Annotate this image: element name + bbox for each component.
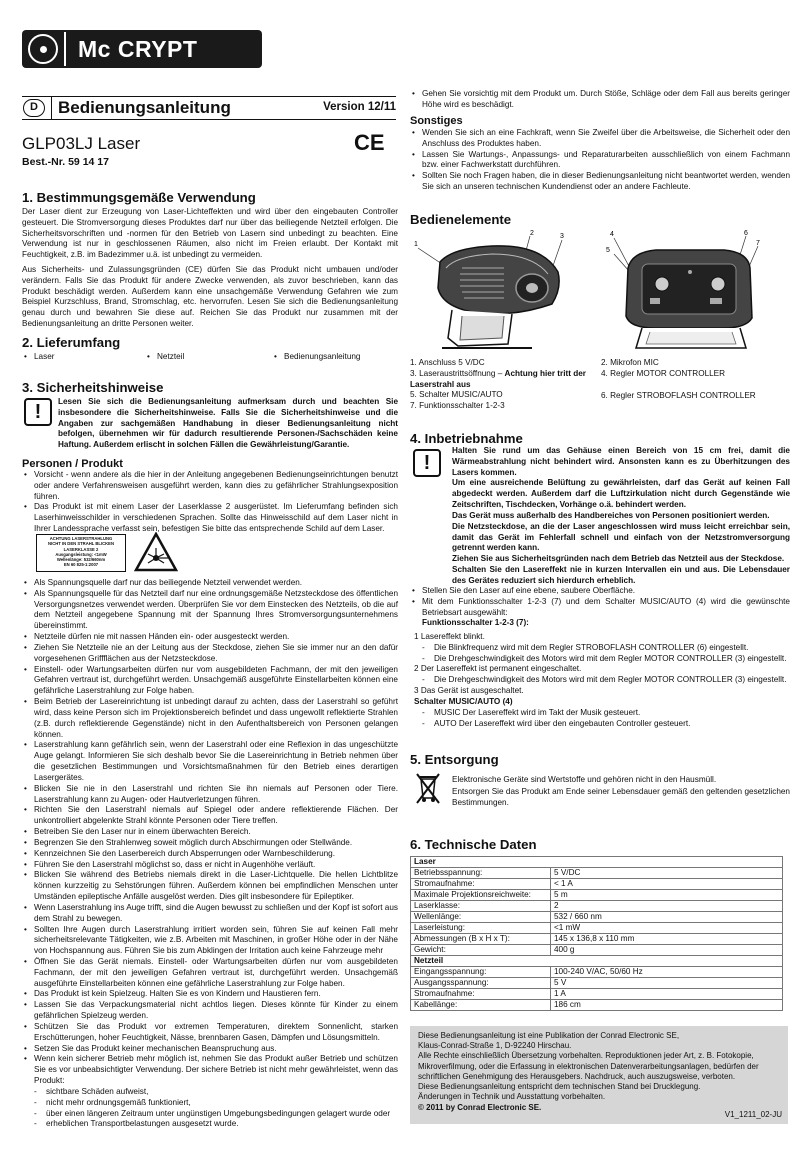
warning-icon: ! bbox=[413, 449, 441, 477]
control-item-4: 4. Regler MOTOR CONTROLLER bbox=[601, 368, 726, 378]
control-item-6: 6. Regler STROBOFLASH CONTROLLER bbox=[601, 390, 756, 400]
table-cell: Ausgangsspannung: bbox=[411, 978, 551, 989]
list-item: • Richten Sie den Laserstrahl niemals auf Spiegel oder andere reflektierende Flächen. Der unkontrolliert abgelenkte Strahl könnte Personen oder Tiere treffen. bbox=[22, 805, 398, 827]
callout-5: 5 bbox=[606, 247, 610, 254]
warning-icon: ! bbox=[24, 398, 52, 426]
warning-line: Ziehen Sie aus Sicherheitsgründen nach dem Betrieb das Netzteil aus der Steckdose. bbox=[452, 554, 785, 564]
list-item: • Lassen Sie Wartungs-, Anpassungs- und Reparaturarbeiten ausschließlich von einem Fachmann bzw. einer Fachwerkstatt durchführen. bbox=[410, 150, 790, 172]
list-item: • Schützen Sie das Produkt vor extremen Temperaturen, direktem Sonnenlicht, starken Erschütterungen, hoher Feuchtigkeit, Nässe, brennbaren Gasen, Dämpfen und Lösungsmitteln. bbox=[22, 1022, 398, 1044]
callout-7: 7 bbox=[756, 240, 760, 247]
list-item: • Als Spannungsquelle für das Netzteil darf nur eine ordnungsgemäße Netzsteckdose des öffentlichen Versorgungsnetzes verwendet werden. Überprüfen Sie vor dem Einstecken des Netzteils, ob die auf dem Netzteil angegebene Spannung mit der Spannung Ihres Stromversorgungsunternehmens übereinstimmt. bbox=[22, 589, 398, 632]
table-row bbox=[411, 901, 783, 912]
mode-3: 3 Das Gerät ist ausgeschaltet. bbox=[414, 686, 524, 696]
auto-mode: - AUTO Der Lasereffekt wird über den eingebauten Controller gesteuert. bbox=[410, 719, 790, 730]
device-back-illustration bbox=[606, 228, 782, 356]
callout-2: 2 bbox=[530, 230, 534, 237]
list-item: • Gehen Sie vorsichtig mit dem Produkt um. Durch Stöße, Schläge oder dem Fall aus bereits geringer Höhe wird es beschädigt. bbox=[410, 89, 790, 111]
label-line: Ausgangsleistung: <1mW bbox=[55, 551, 107, 557]
product-name: GLP03LJ Laser bbox=[22, 134, 141, 153]
table-row bbox=[411, 967, 783, 978]
list-item: • Sollten Ihre Augen durch Laserstrahlung irritiert worden sein, führen Sie auf keinen Fall mehr sicherheitsrelevante Tätigkeiten, wie z.B. Arbeiten mit Maschinen, in großer Höhe oder in der Nähe von Hochspannung aus. Führen Sie bis zum Abklingen der Irritation auch keine Fahrzeuge mehr bbox=[22, 925, 398, 957]
list-item: • Vorsicht - wenn andere als die hier in der Anleitung angegebenen Bedienungseinrichtungen benutzt oder andere Verfahrensweisen ausgeführt werden, kann dies zu gefährlicher Strahlungsexposition führen. bbox=[22, 470, 398, 502]
list-item: - erheblichen Transportbelastungen ausgesetzt wurde. bbox=[22, 1119, 398, 1130]
list-item: • Laser bbox=[22, 352, 152, 363]
function-switch-heading: Funktionsschalter 1-2-3 (7): bbox=[422, 618, 529, 628]
table-row bbox=[411, 923, 783, 934]
table-cell: Wellenlänge: bbox=[411, 912, 551, 923]
table-row bbox=[411, 912, 783, 923]
list-item: • Sollten Sie noch Fragen haben, die in dieser Bedienungsanleitung nicht beantwortet werden, wenden Sie sich an unseren technischen Kundendienst oder an andere Fachleute. bbox=[410, 171, 790, 193]
section-5-heading: 5. Entsorgung bbox=[410, 752, 499, 767]
list-item: • Netzteile dürfen nie mit nassen Händen ein- oder ausgesteckt werden. bbox=[22, 632, 398, 643]
label-line: NICHT IN DEN STRAHL BLICKEN bbox=[48, 541, 114, 547]
device-front-illustration bbox=[412, 228, 580, 356]
brand-name: Mc CRYPT bbox=[78, 35, 198, 62]
list-item: • Das Produkt ist mit einem Laser der Laserklasse 2 ausgerüstet. Im Lieferumfang befinden sich Laserhinweisschilder in verschiedenen Sprachen. Sollte das Hinweisschild auf dem Laser nicht in Ihrer Landessprache verfasst sein, befestigen Sie bitte das entsprechende Schild auf dem Laser. bbox=[22, 502, 398, 534]
table-row bbox=[411, 857, 783, 868]
table-cell: Kabellänge: bbox=[411, 1000, 551, 1011]
list-item: • Wenn Laserstrahlung ins Auge trifft, sind die Augen bewusst zu schließen und der Kopf ist sofort aus dem Strahl zu bewegen. bbox=[22, 903, 398, 925]
list-item: • Ziehen Sie Netzteile nie an der Leitung aus der Steckdose, ziehen Sie sie immer nur an den dafür vorgesehenen Griffflächen aus der Netzsteckdose. bbox=[22, 643, 398, 665]
label-line: ACHTUNG LASERSTRAHLUNG bbox=[49, 536, 113, 541]
list-item: • Stellen Sie den Laser auf eine ebene, saubere Oberfläche. bbox=[410, 586, 790, 597]
table-cell: 1 A bbox=[551, 989, 783, 1000]
list-item: • Wenden Sie sich an eine Fachkraft, wenn Sie Zweifel über die Arbeitsweise, die Sicherheit oder den Anschluss des Produktes haben. bbox=[410, 128, 790, 150]
list-item: • Lassen Sie das Verpackungsmaterial nicht achtlos liegen. Dieses könnte für Kinder zu einem gefährlichen Spielzeug werden. bbox=[22, 1000, 398, 1022]
footer-line: Diese Bedienungsanleitung ist eine Publikation der Conrad Electronic SE, bbox=[418, 1031, 680, 1040]
weee-bin-icon bbox=[414, 770, 442, 806]
section-2-heading: 2. Lieferumfang bbox=[22, 335, 121, 350]
ce-mark-icon: CE bbox=[354, 130, 385, 155]
list-item: - sichtbare Schäden aufweist, bbox=[22, 1087, 398, 1098]
table-cell: 400 g bbox=[551, 945, 783, 956]
section-4-heading: 4. Inbetriebnahme bbox=[410, 431, 523, 446]
publisher-footer bbox=[410, 1026, 788, 1124]
control-item-3-note: Achtung hier tritt der Laserstrahl aus bbox=[410, 368, 586, 389]
list-item: • Netzteil bbox=[145, 352, 275, 363]
control-item-5: 5. Schalter MUSIC/AUTO bbox=[410, 390, 503, 400]
table-cell: Laserleistung: bbox=[411, 923, 551, 934]
list-item: • Öffnen Sie das Gerät niemals. Einstell- oder Wartungsarbeiten dürfen nur vom ausgebildeten Fachmann, der mit den jeweiligen Gefahren vertraut ist, durchgeführt werden. Unsachgemäß ausgeführte Einstellarbeiten können eine gefährliche Laserstrahlung zur Folge haben. bbox=[22, 957, 398, 989]
copyright: © 2011 by Conrad Electronic SE. bbox=[418, 1102, 542, 1112]
table-row bbox=[411, 890, 783, 901]
footer-line: Alle Rechte einschließlich Übersetzung vorbehalten. Reproduktionen jeder Art, z. B. Fotokopie, Mikroverfilmung, oder die Erfassung in elektronischen Datenverarbeitungsanlagen, bedürfen der schriftlichen Genehmigung des Herausgebers. Nachdruck, auch auszugsweise, verboten. bbox=[418, 1051, 759, 1081]
list-item: • Begrenzen Sie den Strahlenweg soweit möglich durch Abschirmungen oder Stellwände. bbox=[22, 838, 398, 849]
title-bar bbox=[22, 96, 396, 120]
table-cell: Stromaufnahme: bbox=[411, 879, 551, 890]
table-row bbox=[411, 945, 783, 956]
warning-line: Um eine ausreichende Belüftung zu gewährleisten, darf das Gerät auf keinen Fall abgedeckt werden. Außerdem darf die Luftzirkulation nicht durch Gegenstände wie Zeitschriften, Tischdecken, Vorhänge o.ä. behindert werden. bbox=[452, 478, 790, 510]
table-cell: 5 V bbox=[551, 978, 783, 989]
control-item-2: 2. Mikrofon MIC bbox=[601, 358, 659, 367]
list-item: • Setzen Sie das Produkt keiner mechanischen Beanspruchung aus. bbox=[22, 1044, 398, 1055]
list-item: • Betreiben Sie den Laser nur in einem überwachten Bereich. bbox=[22, 827, 398, 838]
laser-hazard-icon bbox=[134, 532, 178, 572]
document-title: Bedienungsanleitung bbox=[58, 97, 231, 117]
table-cell: 2 bbox=[551, 901, 783, 912]
callout-1: 1 bbox=[414, 241, 418, 248]
list-item: • Einstell- oder Wartungsarbeiten dürfen nur vom ausgebildeten Fachmann, der mit den jeweiligen Gefahren vertraut ist, durchgeführt werden. Unsachgemäß ausgeführte Einstellarbeiten können eine gefährliche Laserstrahlung zur Folge haben. bbox=[22, 665, 398, 697]
list-item: • Mit dem Funktionsschalter 1-2-3 (7) und dem Schalter MUSIC/AUTO (4) wird die gewünschte Betriebsart ausgewählt: bbox=[410, 597, 790, 619]
mode-1-detail: - Die Drehgeschwindigkeit des Motors wird mit dem Regler MOTOR CONTROLLER (3) eingestellt. bbox=[410, 654, 790, 665]
table-row bbox=[411, 956, 783, 967]
list-item: - über einen längeren Zeitraum unter ungünstigen Umgebungsbedingungen gelagert wurde oder bbox=[22, 1109, 398, 1120]
document-code: V1_1211_02-JU bbox=[724, 1109, 782, 1119]
tech-data-table bbox=[410, 856, 783, 1011]
warning-line: Halten Sie rund um das Gehäuse einen Bereich von 15 cm frei, damit die Wärmeabstrahlung nicht behindert wird. Ansonsten kann es zu Überhitzungen des Lasers kommen. bbox=[452, 446, 790, 477]
footer-line: Diese Bedienungsanleitung entspricht dem technischen Stand bei Drucklegung. bbox=[418, 1082, 701, 1092]
warning-line: Die Netzsteckdose, an die der Laser angeschlossen wird muss leicht erreichbar sein, damit das Gerät im Fehlerfall schnell und einfach von der Netzstromversorgung getrennt werden kann. bbox=[452, 521, 790, 553]
order-number: Best.-Nr. 59 14 17 bbox=[22, 156, 109, 168]
list-item: • Bedienungsanleitung bbox=[272, 352, 402, 363]
table-row bbox=[411, 868, 783, 879]
table-cell: 145 x 136,8 x 110 mm bbox=[551, 934, 783, 945]
callout-6: 6 bbox=[744, 230, 748, 237]
table-cell: 532 / 660 nm bbox=[551, 912, 783, 923]
table-cell: Maximale Projektionsreichweite: bbox=[411, 890, 551, 901]
language-badge: D bbox=[23, 99, 45, 117]
section-5-p2: Entsorgen Sie das Produkt am Ende seiner Lebensdauer gemäß den geltenden gesetzlichen Bestimmungen. bbox=[452, 787, 790, 807]
subsection-heading: Personen / Produkt bbox=[22, 458, 123, 470]
section-5-p1: Elektronische Geräte sind Wertstoffe und gehören nicht in den Hausmüll. bbox=[452, 775, 717, 784]
table-cell: 5 V/DC bbox=[551, 868, 783, 879]
callout-3: 3 bbox=[560, 233, 564, 240]
control-item-3-label: 3. Laseraustrittsöffnung – bbox=[410, 368, 505, 378]
control-item-7: 7. Funktionsschalter 1-2-3 bbox=[410, 401, 505, 411]
list-item: • Führen Sie den Laserstrahl möglichst so, dass er nicht in Augenhöhe verläuft. bbox=[22, 860, 398, 871]
list-item: • Das Produkt ist kein Spielzeug. Halten Sie es von Kindern und Haustieren fern. bbox=[22, 989, 398, 1000]
table-cell: Laserklasse: bbox=[411, 901, 551, 912]
section-1-p1: Der Laser dient zur Erzeugung von Laser-Lichteffekten und wird über den eingebauten Controller gesteuert. Die Stromversorgung dieses Produktes darf nur über das beiliegende Netzteil erfolgen. Die Sicherheitsvorschriften und -normen für den Betrieb von Lasern sind unbedingt zu beachten. Eine Verwendung ist nur in geschlossenen Räumen, also nicht im Freien erlaubt. Der Kontakt mit Feuchtigkeit, z.B. im Badezimmer u.ä. ist unbedingt zu vermeiden. bbox=[22, 207, 398, 260]
table-row bbox=[411, 879, 783, 890]
brand-mark-icon bbox=[28, 34, 58, 64]
list-item: • Laserstrahlung kann gefährlich sein, wenn der Laserstrahl oder eine Reflexion in das ungeschützte Auge gelangt. Informieren Sie sich deshalb bevor Sie die Lasereinrichtung in Betrieb nehmen über die gesetzlichen Bestimmungen und Vorsichtsmaßnahmen für den Betrieb eines derartigen Lasergerätes. bbox=[22, 740, 398, 783]
section-1-heading: 1. Bestimmungsgemäße Verwendung bbox=[22, 190, 256, 205]
section-3-heading: 3. Sicherheitshinweise bbox=[22, 380, 164, 395]
table-cell: Abmessungen (B x H x T): bbox=[411, 934, 551, 945]
music-mode: - MUSIC Der Lasereffekt wird im Takt der Musik gesteuert. bbox=[410, 708, 790, 719]
table-cell: Gewicht: bbox=[411, 945, 551, 956]
table-group: Laser bbox=[411, 857, 783, 868]
bedienelemente-heading: Bedienelemente bbox=[410, 212, 512, 227]
laser-warning-label bbox=[36, 534, 126, 572]
table-row bbox=[411, 978, 783, 989]
table-cell: Eingangsspannung: bbox=[411, 967, 551, 978]
table-group: Netzteil bbox=[411, 956, 783, 967]
list-item: • Als Spannungsquelle darf nur das beiliegende Netzteil verwendet werden. bbox=[22, 578, 398, 589]
section-4-warning bbox=[452, 446, 790, 587]
list-item: • Blicken Sie nie in den Laserstrahl und richten Sie ihn niemals auf Personen oder Tiere. Laserstrahlung kann zu Augen- oder Hautverletzungen führen. bbox=[22, 784, 398, 806]
footer-line: Änderungen in Technik und Ausstattung vorbehalten. bbox=[418, 1092, 606, 1102]
table-cell: 100-240 V/AC, 50/60 Hz bbox=[551, 967, 783, 978]
label-line: EN 60 825-1:2007 bbox=[63, 562, 99, 568]
sonstiges-heading: Sonstiges bbox=[410, 115, 463, 127]
table-cell: 5 m bbox=[551, 890, 783, 901]
version-label: Version 12/11 bbox=[323, 101, 396, 114]
table-cell: <1 mW bbox=[551, 923, 783, 934]
table-cell: < 1 A bbox=[551, 879, 783, 890]
warning-line: Das Gerät muss außerhalb des Handbereiches von Personen positioniert werden. bbox=[452, 510, 770, 520]
mode-1: 1 Lasereffekt blinkt. bbox=[414, 632, 485, 641]
table-row bbox=[411, 1000, 783, 1011]
section-6-heading: 6. Technische Daten bbox=[410, 837, 537, 852]
list-item: • Kennzeichnen Sie den Laserbereich durch Absperrungen oder Warnbeschilderung. bbox=[22, 849, 398, 860]
list-item: • Wenn kein sicherer Betrieb mehr möglich ist, nehmen Sie das Produkt außer Betrieb und schützen Sie es vor unbeabsichtigter Verwendung. Der sichere Betrieb ist nicht mehr gewährleistet, wenn das Produkt: bbox=[22, 1054, 398, 1086]
table-row bbox=[411, 989, 783, 1000]
music-switch-heading: Schalter MUSIC/AUTO (4) bbox=[414, 696, 513, 706]
callout-4: 4 bbox=[610, 231, 614, 238]
footer-line: Klaus-Conrad-Straße 1, D-92240 Hirschau. bbox=[418, 1041, 572, 1051]
label-line: Wellenlänge: 532/660nm bbox=[56, 557, 106, 562]
mode-1-detail: - Die Blinkfrequenz wird mit dem Regler STROBOFLASH CONTROLLER (6) eingestellt. bbox=[410, 643, 790, 654]
mode-2-detail: - Die Drehgeschwindigkeit des Motors wird mit dem Regler MOTOR CONTROLLER (3) eingestellt. bbox=[410, 675, 790, 686]
list-item: • Beim Betrieb der Lasereinrichtung ist unbedingt darauf zu achten, dass der Laserstrahl so geführt wird, dass keine Person sich im Projektionsbereich befindet und dass ungewollt reflektierte Strahlen (z.B. durch reflektierende Gegenstände) nicht in den Aufenthaltsbereich von Personen gelangen können. bbox=[22, 697, 398, 740]
mode-2: 2 Der Lasereffekt ist permanent eingeschaltet. bbox=[414, 664, 582, 674]
label-line: LASERKLASSE 2 bbox=[63, 546, 99, 552]
section-3-warning: Lesen Sie sich die Bedienungsanleitung aufmerksam durch und beachten Sie insbesondere die Sicherheitshinweise. Falls Sie die Sicherheitshinweise und die Angaben zur sachgemäßen Handhabung in dieser Bedienungsanleitung nicht befolgen, übernehmen wir für dadurch resultierende Personen-/Sachschäden keine Haftung. Außerdem erlischt in solchen Fällen die Gewährleistung/Garantie. bbox=[58, 397, 398, 450]
table-cell: Betriebsspannung: bbox=[411, 868, 551, 879]
table-cell: 186 cm bbox=[551, 1000, 783, 1011]
warning-line: Schalten Sie den Lasereffekt nie in kurzen Intervallen ein und aus. Die Lebensdauer des Gerätes reduziert sich hierdurch erheblich. bbox=[452, 565, 790, 585]
table-row bbox=[411, 934, 783, 945]
control-item-1: 1. Anschluss 5 V/DC bbox=[410, 358, 485, 367]
section-1-p2: Aus Sicherheits- und Zulassungsgründen (CE) dürfen Sie das Produkt nicht umbauen und/oder verändern. Falls Sie das Produkt für andere Zwecke verwenden, als zuvor beschrieben, kann das Produkt beschädigt werden. Außerdem kann eine unsachgemäße Verwendung Gefahren wie zum Beispiel Kurzschluss, Brand, Stromschlag, etc. hervorrufen. Lesen Sie sich die Bedienungsanleitung genau durch und bewahren Sie diese auf. Reichen Sie das Produkt nur zusammen mit der Bedienungsanleitung an dritte Personen weiter. bbox=[22, 265, 398, 329]
brand-logo bbox=[22, 30, 262, 68]
list-item: - nicht mehr ordnungsgemäß funktioniert, bbox=[22, 1098, 398, 1109]
table-cell: Stromaufnahme: bbox=[411, 989, 551, 1000]
control-item-3 bbox=[410, 369, 600, 391]
list-item: • Blicken Sie während des Betriebs niemals direkt in die Laser-Lichtquelle. Die hellen Lichtblitze können kurzzeitig zu Sehstörungen führen. Außerdem können bei empfindlichen Menschen unter Umständen epileptische Anfälle ausgelöst werden. Dies gilt insbesondere für Epileptiker. bbox=[22, 870, 398, 902]
